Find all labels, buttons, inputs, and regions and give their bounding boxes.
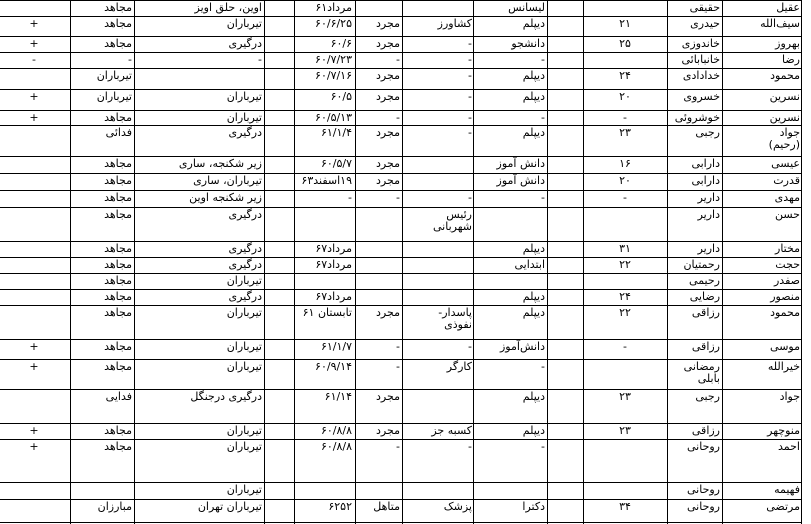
cell-org: مجاهد (104, 440, 132, 453)
cell-name: عقیل (776, 1, 800, 14)
cell-edu: ابتدایی (514, 258, 545, 271)
cell-org: تیرباران (96, 69, 132, 82)
cell-marital: مجرد (376, 90, 400, 103)
cell-marital: - (396, 111, 400, 124)
cell-name: نسرین (769, 90, 800, 103)
cell-org: - (128, 53, 132, 66)
cell-mark: + (29, 111, 39, 124)
column-divider (402, 0, 403, 524)
column-divider (134, 0, 135, 524)
cell-marital: - (396, 53, 400, 66)
cell-marital: مجرد (376, 17, 400, 30)
cell-fate: تیرباران (226, 111, 262, 124)
cell-edu: دیپلم (522, 126, 545, 139)
cell-edu: دیپلم (522, 290, 545, 303)
row-divider (0, 482, 802, 483)
cell-age: ۲۴ (619, 69, 631, 82)
cell-name: نسرین (769, 111, 800, 124)
cell-marital: متاهل (373, 500, 400, 513)
cell-date: ۶۰/۷/۱۶ (315, 69, 352, 82)
cell-name: مختار (775, 242, 800, 255)
cell-marital: مجرد (376, 157, 400, 170)
cell-job: - (468, 53, 472, 66)
cell-edu: - (541, 360, 545, 373)
cell-age: ۳۱ (619, 242, 631, 255)
cell-org: مجاهد (104, 174, 132, 187)
cell-date: ۱۹اسفند۶۳ (301, 174, 352, 187)
cell-edu: دانش آموز (496, 157, 545, 170)
cell-date: مرداد۶۷ (315, 290, 352, 303)
column-divider (264, 0, 265, 524)
cell-edu: - (541, 53, 545, 66)
column-divider (547, 0, 548, 524)
cell-job: - (468, 111, 472, 124)
cell-fate: تیرباران (226, 274, 262, 287)
cell-fate: درگیری درجنگل (190, 390, 262, 403)
cell-fate: درگیری (228, 290, 262, 303)
cell-org: فدائی (105, 126, 132, 139)
cell-name: احمد (778, 440, 800, 453)
cell-name: حجت (775, 258, 800, 271)
column-divider (473, 0, 474, 524)
cell-age: - (623, 340, 627, 353)
cell-family: حقیقی (689, 1, 720, 14)
cell-family: خاندوزی (681, 37, 720, 50)
cell-job: کشاورز (437, 17, 472, 30)
cell-marital: - (396, 191, 400, 204)
cell-edu: دیپلم (522, 424, 545, 437)
cell-family: رجبی (695, 390, 720, 403)
cell-age: ۲۲ (619, 258, 631, 271)
cell-family: رمضانی بابلی (683, 360, 720, 385)
cell-family: روحانی (686, 440, 720, 453)
cell-fate: تیرباران (226, 306, 262, 319)
cell-edu: دانش آموز (496, 174, 545, 187)
cell-family: دارابی (691, 174, 720, 187)
cell-family: خانبابائی (681, 53, 720, 66)
cell-job: - (468, 90, 472, 103)
cell-age: ۲۳ (619, 126, 631, 139)
cell-date: مرداد۶۷ (315, 258, 352, 271)
cell-org: مجاهد (104, 258, 132, 271)
cell-org: مجاهد (104, 37, 132, 50)
cell-fate: تیرباران (226, 440, 262, 453)
cell-fate: درگیری (228, 242, 262, 255)
cell-mark: - (32, 53, 36, 66)
cell-org: مجاهد (104, 111, 132, 124)
cell-family: داریر (697, 191, 720, 204)
cell-age: ۲۳ (619, 390, 631, 403)
cell-date: ۶۰/۸/۸ (320, 440, 352, 453)
cell-date: ۶۰/۶ (330, 37, 352, 50)
cell-org: مجاهد (104, 242, 132, 255)
cell-date: مرداد۶۱ (315, 1, 352, 14)
cell-fate: درگیری (228, 126, 262, 139)
cell-edu: دانشجو (511, 37, 545, 50)
cell-mark: + (29, 37, 39, 50)
cell-family: داریر (697, 242, 720, 255)
cell-job: پاسدار- نفوذی (438, 306, 472, 331)
cell-age: ۲۴ (619, 290, 631, 303)
cell-date: ۶۰/۷/۲۳ (315, 53, 352, 66)
cell-fate: درگیری (228, 258, 262, 271)
cell-job: پزشک (443, 500, 472, 513)
cell-name: محمود (770, 69, 800, 82)
cell-name: منصور (770, 290, 800, 303)
cell-date: ۶۰/۶/۲۵ (315, 17, 352, 30)
cell-fate: تیرباران (226, 360, 262, 373)
cell-name: فهیمه (774, 483, 800, 496)
cell-marital: - (396, 360, 400, 373)
cell-marital: - (396, 340, 400, 353)
cell-fate: تیرباران (226, 90, 262, 103)
cell-org: مجاهد (104, 1, 132, 14)
cell-mark: + (29, 440, 39, 453)
cell-mark: + (29, 90, 39, 103)
column-divider (801, 0, 802, 524)
cell-mark: + (29, 17, 39, 30)
cell-family: حیدری (690, 17, 720, 30)
cell-org: مبارزان (97, 500, 132, 513)
cell-job: - (468, 191, 472, 204)
cell-fate: تیرباران (226, 17, 262, 30)
row-divider (0, 522, 802, 523)
cell-name: موسی (770, 340, 800, 353)
cell-job: - (468, 37, 472, 50)
cell-edu: دیپلم (522, 390, 545, 403)
cell-edu: - (541, 440, 545, 453)
cell-name: مهدی (774, 191, 800, 204)
cell-age: ۲۰ (619, 90, 631, 103)
cell-date: ۶۱/۱۴ (324, 390, 352, 403)
cell-edu: لیسانس (508, 1, 545, 14)
cell-fate: زیر شکنجه، ساری (178, 157, 262, 170)
column-divider (722, 0, 723, 524)
cell-marital: مجرد (376, 37, 400, 50)
cell-fate: تیرباران تهران (197, 500, 262, 513)
cell-family: رحیمی (689, 274, 720, 287)
cell-name: صفدر (774, 274, 800, 287)
cell-name: رضا (781, 53, 800, 66)
cell-name: جواد (779, 390, 800, 403)
cell-fate: اوین، حلق اویز (194, 1, 262, 14)
cell-family: رجبی (695, 126, 720, 139)
cell-date: ۶۰/۵/۷ (320, 157, 352, 170)
cell-marital: مجرد (376, 390, 400, 403)
cell-edu: دیپلم (522, 306, 545, 319)
cell-mark: + (29, 340, 39, 353)
cell-name: منوچهر (767, 424, 800, 437)
cell-org: مجاهد (104, 360, 132, 373)
cell-name: حسن (775, 208, 800, 221)
cell-job: - (468, 69, 472, 82)
cell-name: مرتضی (766, 500, 800, 513)
cell-family: روحانی (686, 500, 720, 513)
cell-age: ۲۱ (619, 17, 631, 30)
cell-edu: دیپلم (522, 242, 545, 255)
cell-job: کارگر (446, 360, 472, 373)
cell-name: سیف‌الله (760, 17, 800, 30)
cell-org: مجاهد (104, 340, 132, 353)
cell-org: مجاهد (104, 274, 132, 287)
cell-org: مجاهد (104, 17, 132, 30)
cell-age: ۳۴ (619, 500, 631, 513)
cell-family: رحمتیان (683, 258, 720, 271)
cell-name: خیرالله (767, 360, 800, 373)
cell-marital: مجرد (376, 69, 400, 82)
cell-date: ۶۰/۹/۱۴ (315, 360, 352, 373)
cell-fate: درگیری (228, 37, 262, 50)
cell-date: ۶۱/۱/۷ (320, 340, 352, 353)
cell-job: - (468, 340, 472, 353)
cell-age: - (623, 111, 627, 124)
cell-family: خسروی (683, 90, 720, 103)
cell-edu: - (541, 191, 545, 204)
cell-fate: تیرباران (226, 483, 262, 496)
cell-family: رزاقی (691, 424, 720, 437)
cell-org: مجاهد (104, 191, 132, 204)
cell-marital: مجرد (376, 306, 400, 319)
cell-edu: - (541, 111, 545, 124)
cell-age: ۲۵ (619, 37, 631, 50)
cell-org: مجاهد (104, 306, 132, 319)
cell-marital: مجرد (376, 174, 400, 187)
cell-edu: دیپلم (522, 69, 545, 82)
cell-date: ۶۱/۱/۴ (320, 126, 352, 139)
cell-age: ۲۳ (619, 424, 631, 437)
cell-org: مجاهد (104, 157, 132, 170)
cell-name: قدرت (773, 174, 800, 187)
cell-family: رزاقی (691, 340, 720, 353)
cell-date: ۶۰/۸/۸ (320, 424, 352, 437)
cell-date: ۶۰/۵/۱۳ (315, 111, 352, 124)
cell-mark: + (29, 424, 39, 437)
cell-family: خوشروئی (674, 111, 720, 124)
cell-date: ۶۰/۵ (330, 90, 352, 103)
cell-family: خدادادی (682, 69, 720, 82)
cell-date: - (348, 191, 352, 204)
cell-family: روحانی (686, 483, 720, 496)
cell-date: تابستان ۶۱ (302, 306, 352, 319)
cell-fate: تیرباران، ساری (193, 174, 262, 187)
cell-fate: تیرباران (226, 340, 262, 353)
cell-name: محمود (770, 306, 800, 319)
cell-org: مجاهد (104, 424, 132, 437)
cell-name: عیسی (771, 157, 800, 170)
cell-date: مرداد۶۷ (315, 242, 352, 255)
cell-age: ۱۶ (619, 157, 631, 170)
cell-family: دارابی (691, 157, 720, 170)
cell-age: - (623, 191, 627, 204)
cell-edu: دانش‌آموز (500, 340, 545, 353)
cell-family: رضایی (689, 290, 720, 303)
column-divider (70, 0, 71, 524)
cell-name: جواد (رحیم) (768, 126, 800, 151)
cell-fate: تیرباران (226, 424, 262, 437)
cell-job: - (468, 440, 472, 453)
cell-age: ۲۰ (619, 174, 631, 187)
cell-marital: - (396, 440, 400, 453)
cell-mark: + (29, 360, 39, 373)
cell-org: فدایی (105, 390, 132, 403)
cell-age: ۲۲ (619, 306, 631, 319)
cell-org: تیرباران (96, 90, 132, 103)
cell-fate: زیر شکنجه اوین (189, 191, 262, 204)
cell-family: داریر (697, 208, 720, 221)
cell-org: مجاهد (104, 290, 132, 303)
cell-fate: - (258, 53, 262, 66)
cell-job: - (468, 126, 472, 139)
cell-family: رزاقی (691, 306, 720, 319)
cell-org: مجاهد (104, 208, 132, 221)
cell-fate: درگیری (228, 208, 262, 221)
cell-name: بهروز (775, 37, 800, 50)
cell-edu: دیپلم (522, 17, 545, 30)
cell-edu: دکترا (522, 500, 545, 513)
cell-marital: مجرد (376, 424, 400, 437)
cell-marital: مجرد (376, 126, 400, 139)
cell-job: رئیس شهربانی (433, 208, 472, 233)
cell-date: ۶۲۵۲ (328, 500, 352, 513)
cell-job: کسبه جز (431, 424, 472, 437)
cell-edu: دیپلم (522, 90, 545, 103)
